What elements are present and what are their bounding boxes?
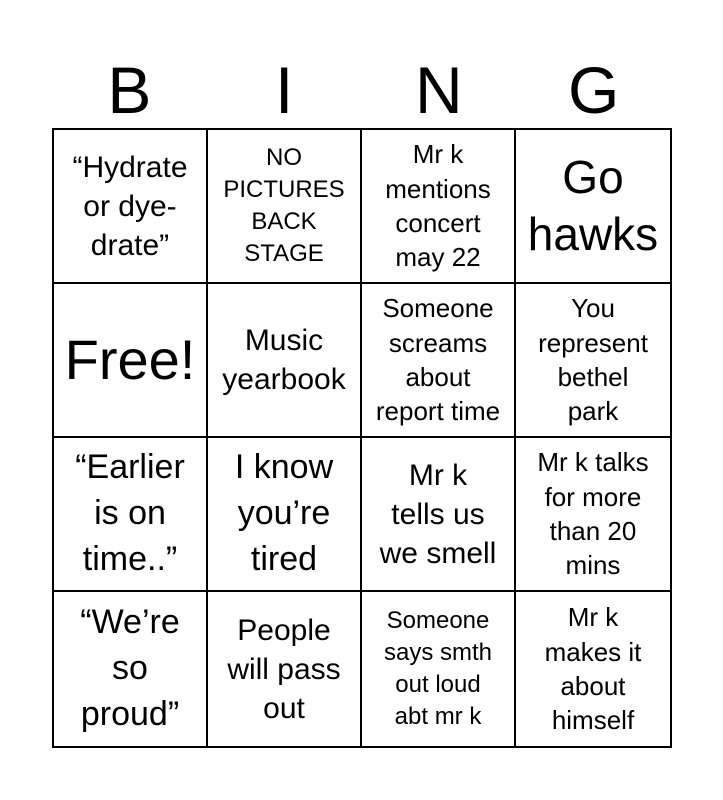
bingo-cell-free[interactable] bbox=[54, 284, 208, 438]
bingo-cell[interactable] bbox=[516, 130, 670, 284]
bingo-cell[interactable] bbox=[208, 438, 362, 592]
bingo-cell[interactable] bbox=[362, 438, 516, 592]
cell-text: Go hawks bbox=[527, 150, 659, 260]
cell-text: “Hydrate or dye- drate” bbox=[72, 150, 188, 262]
header-letter-b: B bbox=[107, 53, 152, 127]
header-letter-i: I bbox=[274, 53, 294, 127]
cell-text: I know you’re tired bbox=[234, 448, 334, 578]
bingo-cell[interactable] bbox=[54, 130, 208, 284]
bingo-cell[interactable] bbox=[362, 130, 516, 284]
bingo-cell[interactable] bbox=[362, 592, 516, 746]
bingo-cell[interactable] bbox=[208, 592, 362, 746]
cell-text: Mr k talks for more than 20 mins bbox=[537, 447, 649, 581]
bingo-cell[interactable] bbox=[516, 284, 670, 438]
cell-text: Music yearbook bbox=[222, 324, 346, 396]
cell-text: Mr k mentions concert may 22 bbox=[385, 139, 491, 273]
cell-text: Mr k tells us we smell bbox=[379, 458, 497, 570]
cell-text: People will pass out bbox=[227, 613, 341, 725]
bingo-cell[interactable] bbox=[54, 592, 208, 746]
bingo-cell[interactable] bbox=[208, 284, 362, 438]
cell-text: Mr k makes it about himself bbox=[544, 602, 642, 736]
cell-text: You represent bethel park bbox=[538, 293, 648, 427]
cell-text: Free! bbox=[64, 328, 196, 392]
bingo-cell[interactable] bbox=[208, 130, 362, 284]
cell-text: Someone screams about report time bbox=[375, 293, 501, 427]
header-letter-g: G bbox=[567, 53, 620, 127]
cell-text: Someone says smth out loud abt mr k bbox=[383, 607, 493, 730]
bingo-cell[interactable] bbox=[54, 438, 208, 592]
cell-text: “We’re so proud” bbox=[80, 603, 180, 733]
bingo-cell[interactable] bbox=[362, 284, 516, 438]
cell-text: NO PICTURES BACK STAGE bbox=[223, 144, 345, 267]
bingo-cell[interactable] bbox=[516, 592, 670, 746]
header-letter-n: N bbox=[415, 53, 463, 127]
bingo-board bbox=[52, 128, 672, 748]
bingo-header bbox=[52, 52, 671, 128]
bingo-cell[interactable] bbox=[516, 438, 670, 592]
cell-text: “Earlier is on time..” bbox=[75, 448, 185, 578]
